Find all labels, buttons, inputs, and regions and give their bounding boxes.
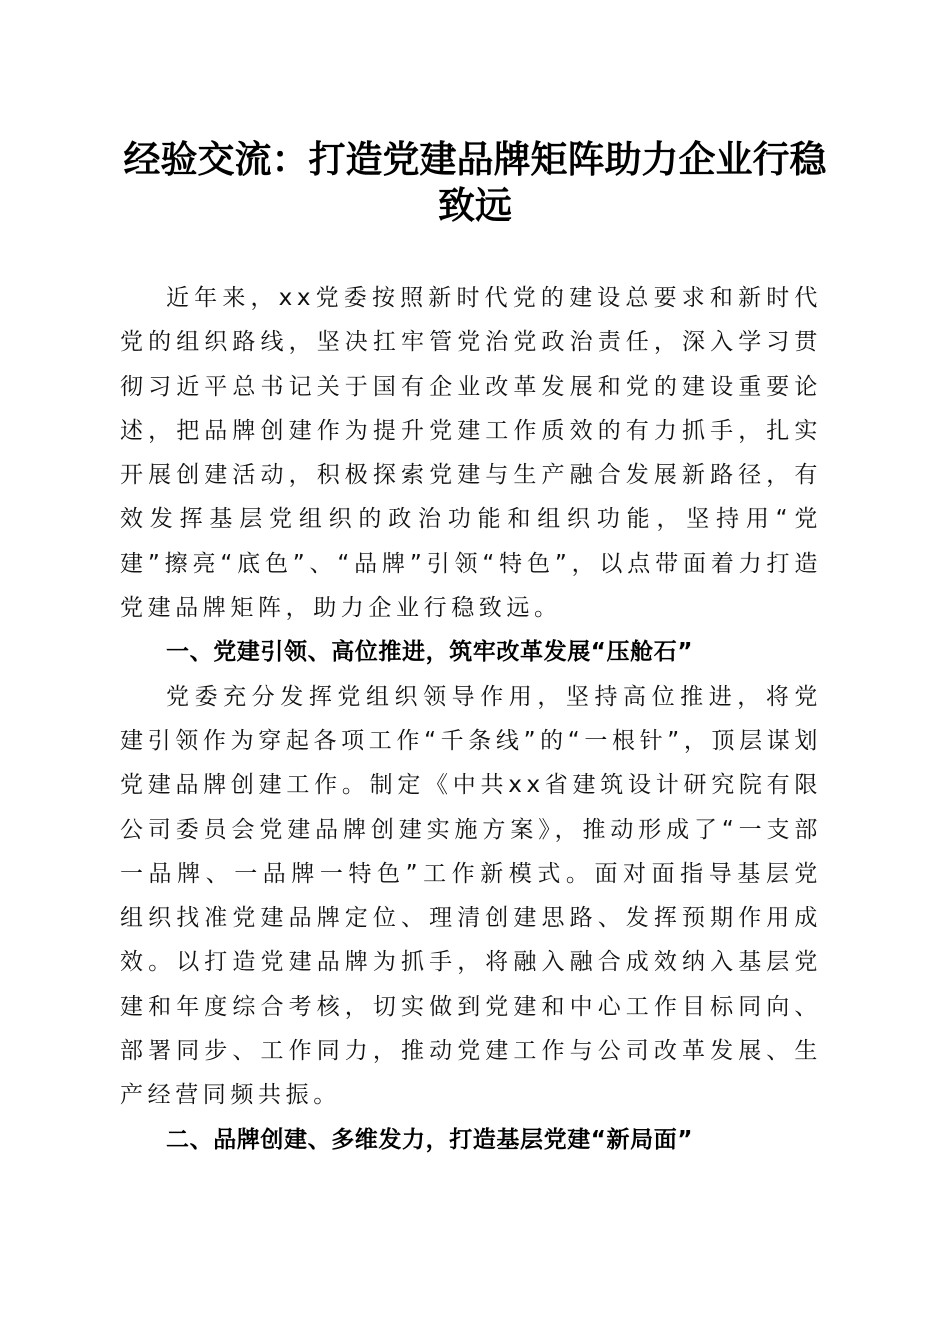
- section-heading-1: 一、党建引领、高位推进，筑牢改革发展“压舱石”: [166, 639, 694, 666]
- document-title: 经验交流：打造党建品牌矩阵助力企业行稳致远: [123, 137, 827, 227]
- section-heading-2: 二、品牌创建、多维发力，打造基层党建“新局面”: [166, 1126, 694, 1153]
- document-body: [120, 276, 822, 1162]
- section-1-paragraph: 党委充分发挥党组织领导作用，坚持高位推进，将党建引领作为穿起各项工作“千条线”的“一根针”，顶层谋划党建品牌创建工作。制定《中共xx省建筑设计研究院有限公司委员会党建品牌创建实施方案》，推动形成了“一支部一品牌、一品牌一特色”工作新模式。面对面指导基层党组织找准党建品牌定位、理清创建思路、发挥预期作用成效。以打造党建品牌为抓手，将融入融合成效纳入基层党建和年度综合考核，切实做到党建和中心工作目标同向、部署同步、工作同力，推动党建工作与公司改革发展、生产经营同频共振。: [120, 683, 822, 1109]
- intro-paragraph: 近年来，xx党委按照新时代党的建设总要求和新时代党的组织路线，坚决扛牢管党治党政治责任，深入学习贯彻习近平总书记关于国有企业改革发展和党的建设重要论述，把品牌创建作为提升党建工作质效的有力抓手，扎实开展创建活动，积极探索党建与生产融合发展新路径，有效发挥基层党组织的政治功能和组织功能，坚持用“党建”擦亮“底色”、“品牌”引领“特色”，以点带面着力打造党建品牌矩阵，助力企业行稳致远。: [120, 285, 822, 622]
